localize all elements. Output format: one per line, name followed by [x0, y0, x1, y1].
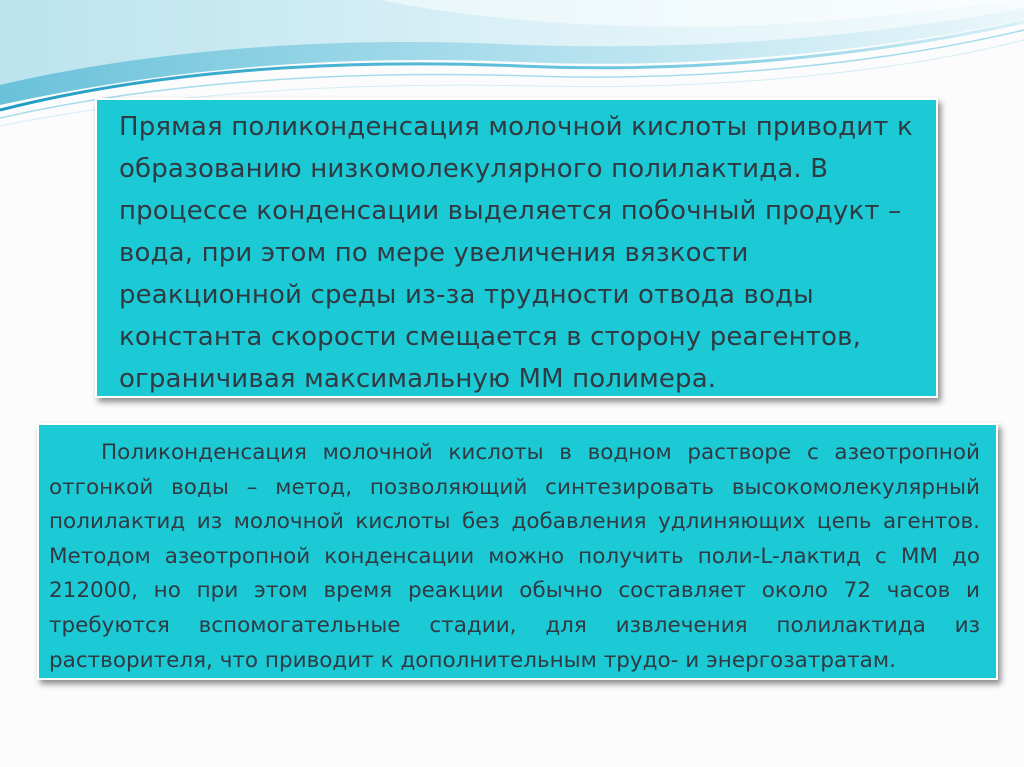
paragraph-direct-polycondensation: Прямая поликонденсация молочной кислоты приводит к образованию низкомолекулярного полилактида. В процессе конденсации выделяется побочный продукт – вода, при этом по мере увеличения вязкости реакционной среды из-за трудности отвода воды константа скорости смещается в сторону реагентов, ограничивая максимальную ММ полимера. [119, 112, 913, 394]
text-box-azeotropic-polycondensation [37, 423, 998, 680]
text-box-direct-polycondensation [95, 98, 938, 398]
paragraph-azeotropic-polycondensation: Поликонденсация молочной кислоты в водном растворе с азеотропной отгонкой воды – метод, позволяющий синтезировать высокомолекулярный полилактид из молочной кислоты без добавления удлиняющих цепь агентов. Методом азеотропной конденсации можно получить поли-L-лактид с ММ до 212000, но при этом время реакции обычно составляет около 72 часов и требуются вспомогательные стадии, для извлечения полилактида из растворителя, что приводит к дополнительным трудо- и энергозатратам. [49, 440, 980, 673]
